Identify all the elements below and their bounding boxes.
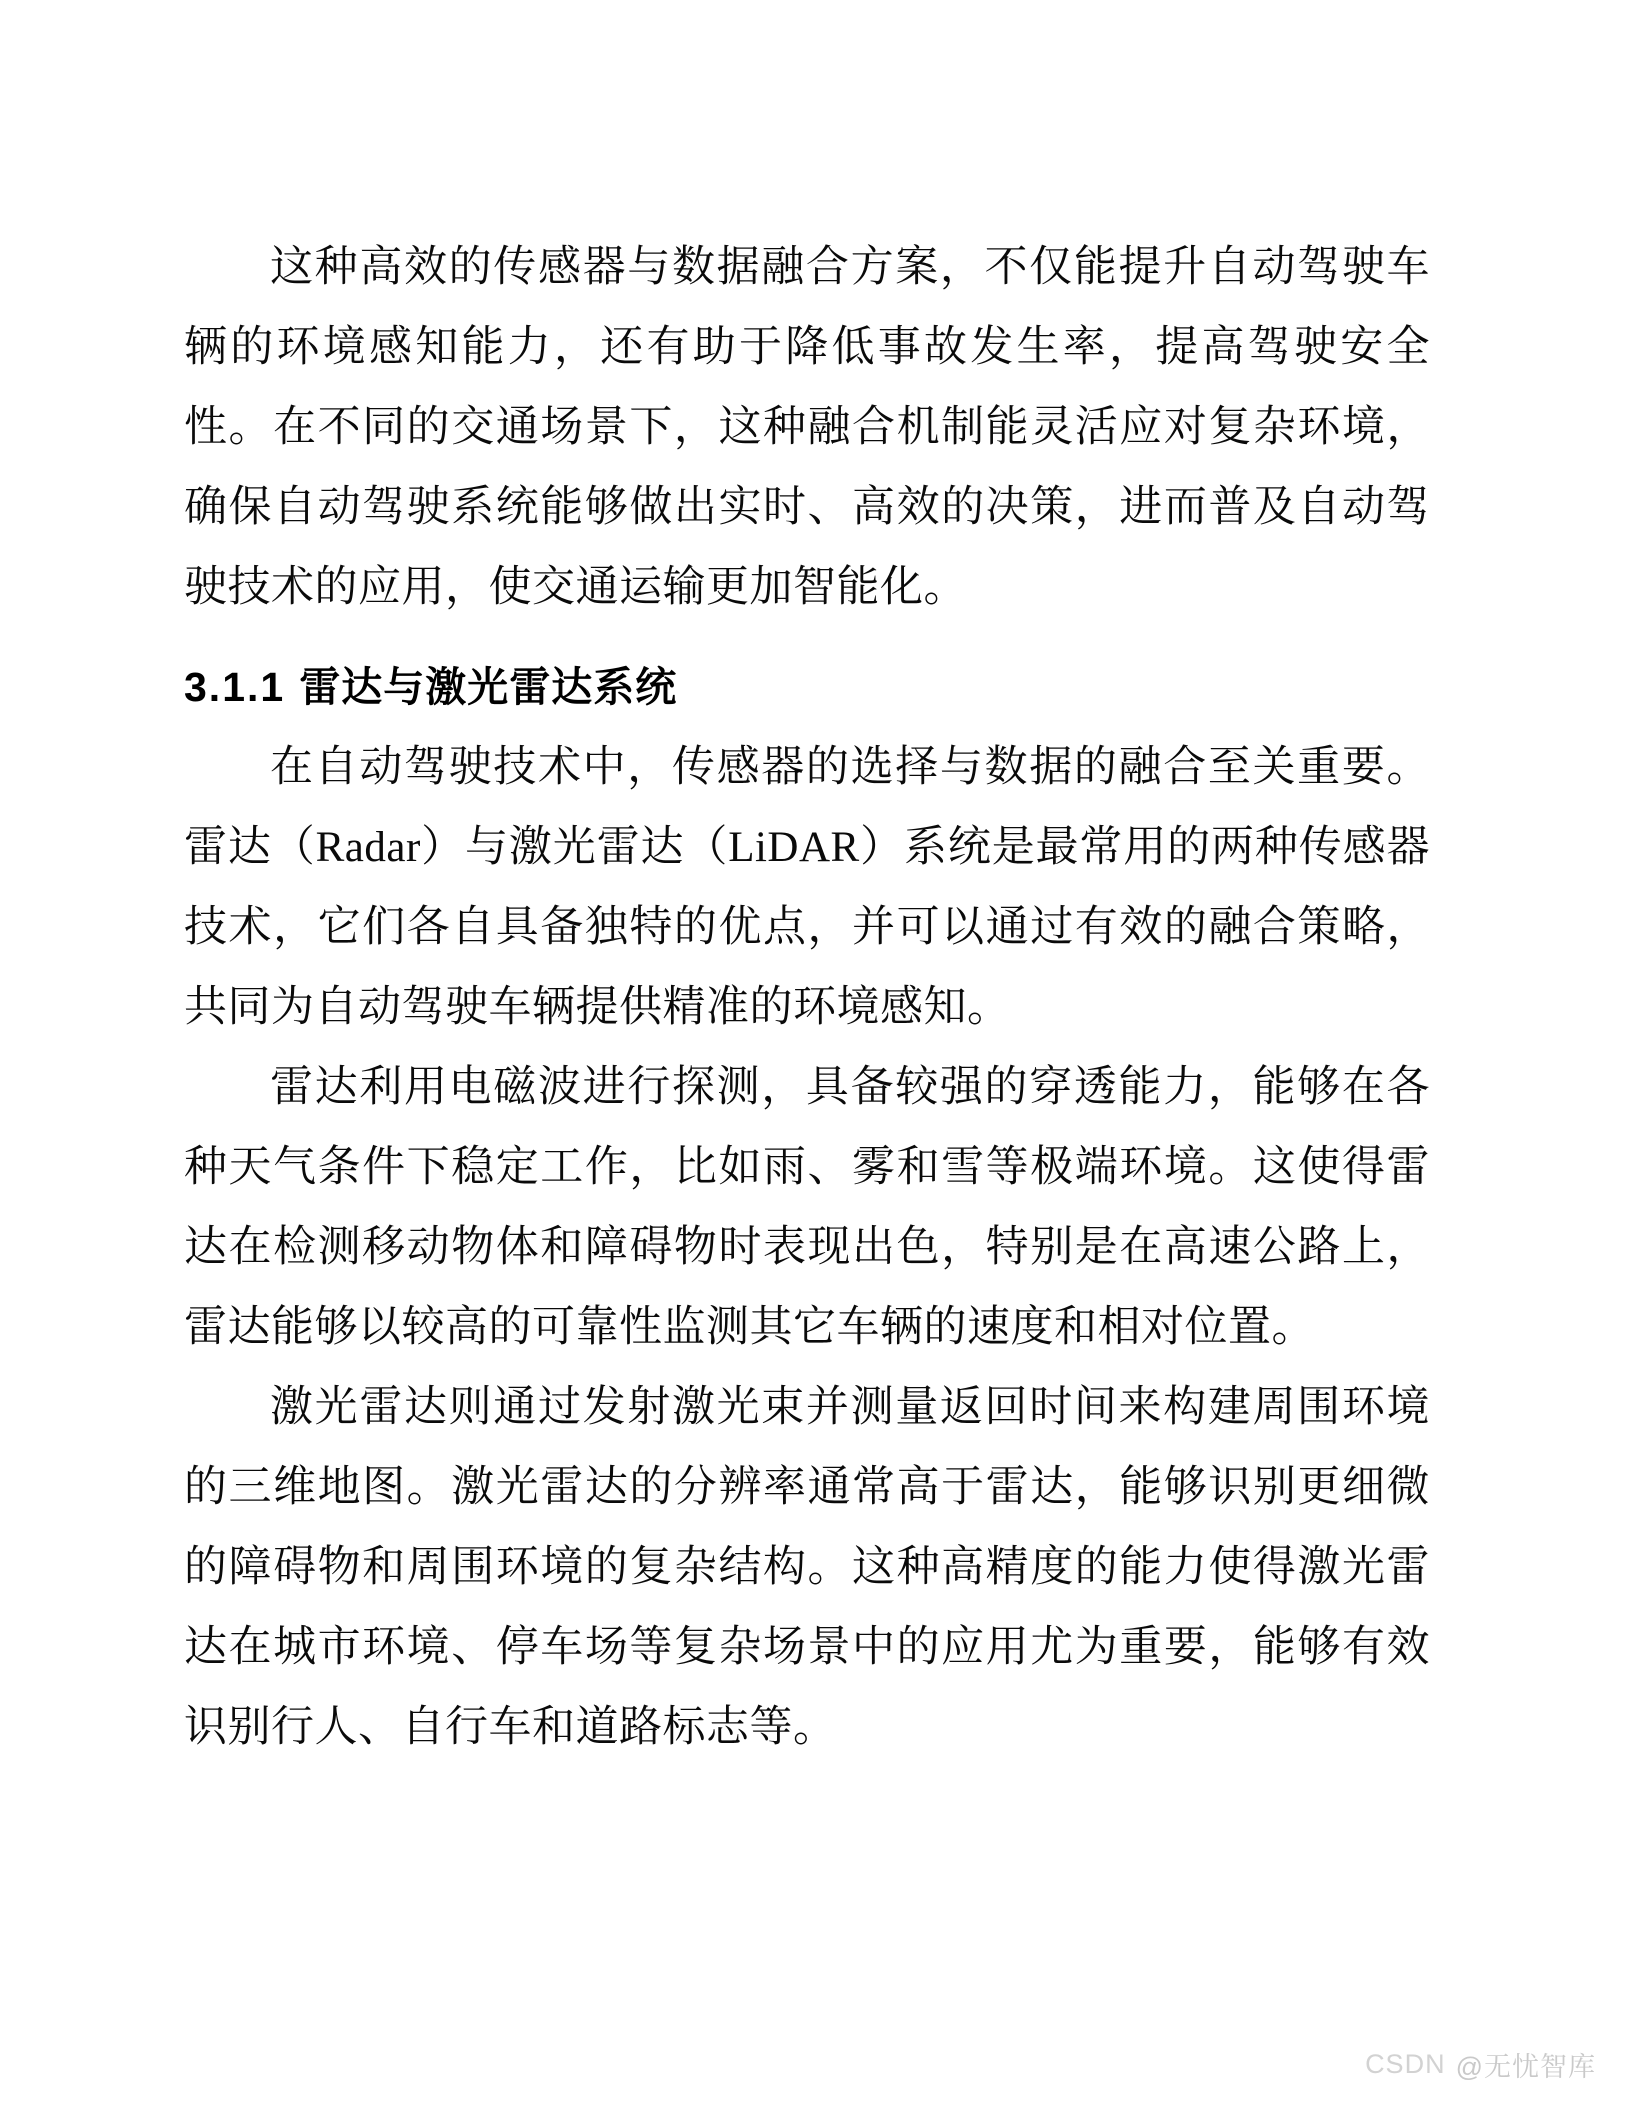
document-content — [184, 228, 1430, 1768]
watermark — [1365, 2045, 1596, 2084]
section-heading-number: 3.1.1 — [184, 664, 286, 710]
watermark-brand: CSDN — [1365, 2049, 1446, 2079]
watermark-username: @无忧智库 — [1455, 2052, 1596, 2082]
section-heading — [184, 656, 1430, 718]
intro-paragraph: 这种高效的传感器与数据融合方案，不仅能提升自动驾驶车辆的环境感知能力，还有助于降低事故发生率，提高驾驶安全性。在不同的交通场景下，这种融合机制能灵活应对复杂环境，确保自动驾驶系统能够做出实时、高效的决策，进而普及自动驾驶技术的应用，使交通运输更加智能化。 — [184, 244, 1430, 611]
radar-paragraph: 雷达利用电磁波进行探测，具备较强的穿透能力，能够在各种天气条件下稳定工作，比如雨、雾和雪等极端环境。这使得雷达在检测移动物体和障碍物时表现出色，特别是在高速公路上，雷达能够以较高的可靠性监测其它车辆的速度和相对位置。 — [184, 1064, 1430, 1351]
section-heading-title: 雷达与激光雷达系统 — [299, 664, 678, 710]
lidar-paragraph: 激光雷达则通过发射激光束并测量返回时间来构建周围环境的三维地图。激光雷达的分辨率通常高于雷达，能够识别更细微的障碍物和周围环境的复杂结构。这种高精度的能力使得激光雷达在城市环境、停车场等复杂场景中的应用尤为重要，能够有效识别行人、自行车和道路标志等。 — [184, 1384, 1430, 1751]
sensor-selection-paragraph: 在自动驾驶技术中，传感器的选择与数据的融合至关重要。雷达（Radar）与激光雷达（LiDAR）系统是最常用的两种传感器技术，它们各自具备独特的优点，并可以通过有效的融合策略，共同为自动驾驶车辆提供精准的环境感知。 — [184, 744, 1430, 1031]
